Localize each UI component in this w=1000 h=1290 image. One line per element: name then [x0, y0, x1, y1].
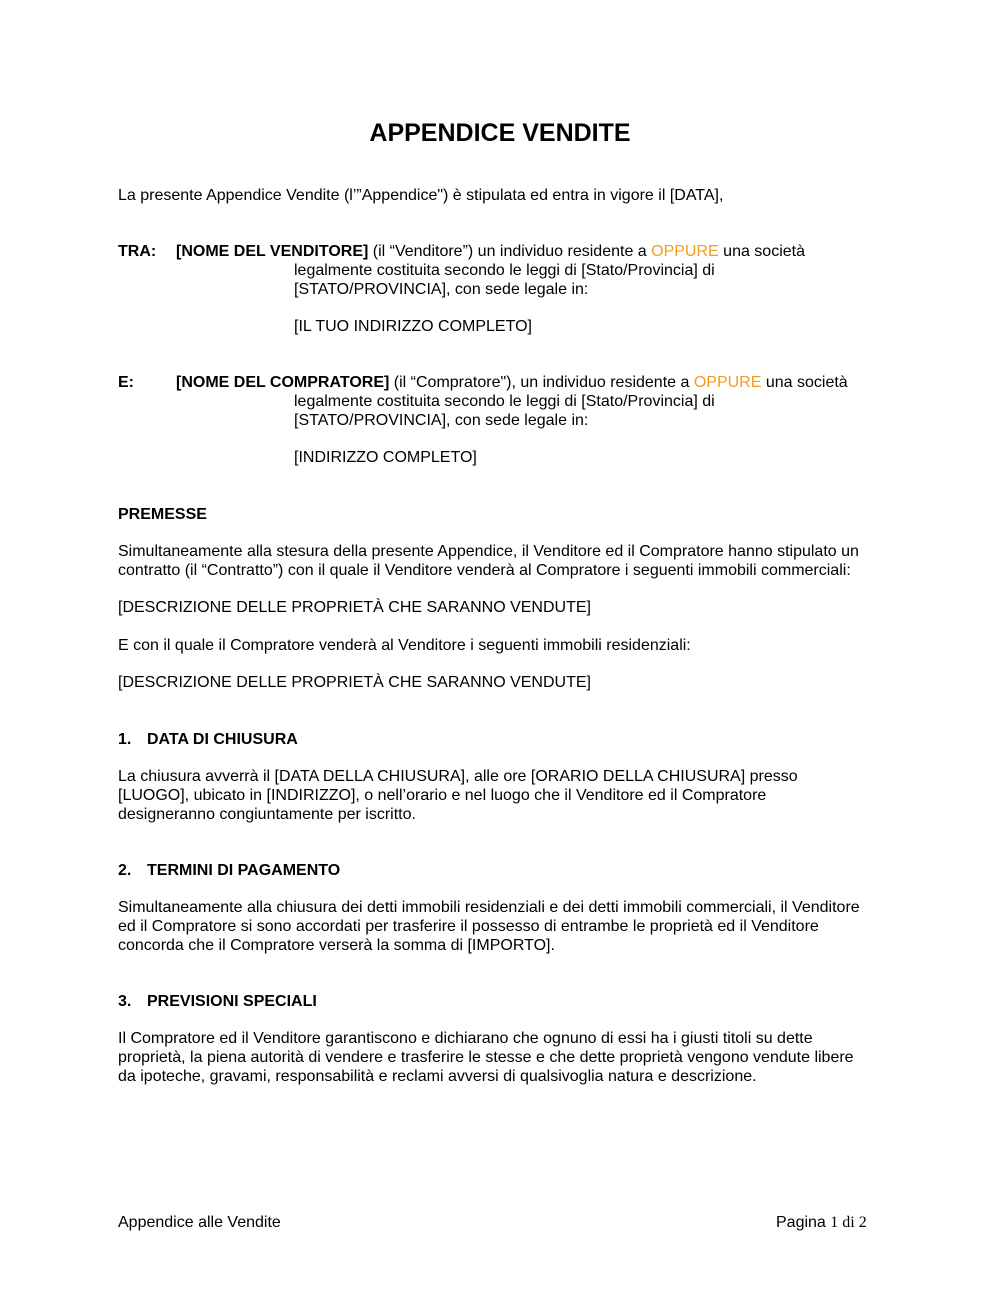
- buyer-address: [INDIRIZZO COMPLETO]: [294, 449, 477, 466]
- section-title: TERMINI DI PAGAMENTO: [147, 862, 341, 879]
- buyer-line-3: [STATO/PROVINCIA], con sede legale in:: [294, 412, 589, 429]
- section-heading-special-provisions: [118, 992, 317, 1011]
- buyer-oppure: OPPURE: [693, 374, 762, 391]
- page-of: di: [838, 1214, 859, 1231]
- section-1-line-2: [LUOGO], ubicato in [INDIRIZZO], o nell’orario e nel luogo che il Venditore ed il Compratore: [118, 787, 767, 804]
- seller-line-2: legalmente costituita secondo le leggi di [Stato/Provincia] di: [294, 262, 715, 279]
- buyer-name: [NOME DEL COMPRATORE]: [176, 374, 390, 391]
- buyer-role-text: (il “Compratore"), un individuo residente a: [389, 374, 694, 391]
- section-1-line-3: designeranno congiuntamente per iscritto.: [118, 806, 416, 823]
- section-number: 2.: [118, 862, 132, 879]
- buyer-after-oppure: una società: [761, 374, 848, 391]
- buyer-label: E:: [118, 374, 134, 391]
- section-heading-payment-terms: [118, 861, 340, 880]
- seller-first-line: [176, 242, 805, 261]
- seller-after-oppure: una società: [718, 243, 805, 260]
- premesse-line-1: Simultaneamente alla stesura della presente Appendice, il Venditore ed il Compratore hanno stipulato un: [118, 543, 859, 560]
- buyer-line-2: legalmente costituita secondo le leggi di [Stato/Provincia] di: [294, 393, 715, 410]
- section-3-line-1: Il Compratore ed il Venditore garantiscono e dichiarano che ognuno di essi ha i giusti titoli su dette: [118, 1030, 813, 1047]
- property-description-2: [DESCRIZIONE DELLE PROPRIETÀ CHE SARANNO VENDUTE]: [118, 674, 591, 691]
- seller-name: [NOME DEL VENDITORE]: [176, 243, 369, 260]
- intro-paragraph: La presente Appendice Vendite (l’”Appendice") è stipulata ed entra in vigore il [DATA],: [118, 187, 724, 204]
- section-2-line-2: ed il Compratore si sono accordati per trasferire il possesso di entrambe le proprietà ed il Venditore: [118, 918, 819, 935]
- footer-page-number: [776, 1213, 867, 1232]
- current-page: 1: [830, 1214, 839, 1231]
- section-heading-closing-date: [118, 730, 298, 749]
- section-2-line-3: concorda che il Compratore verserà la somma di [IMPORTO].: [118, 937, 555, 954]
- section-title: DATA DI CHIUSURA: [147, 731, 298, 748]
- section-3-line-2: proprietà, la piena autorità di vendere e trasferire le stesse e che dette proprietà vengono vendute libere: [118, 1049, 854, 1066]
- footer-document-name: Appendice alle Vendite: [118, 1214, 281, 1231]
- section-2-line-1: Simultaneamente alla chiusura dei detti immobili residenziali e dei detti immobili commerciali, il Venditore: [118, 899, 860, 916]
- section-number: 1.: [118, 731, 132, 748]
- seller-line-3: [STATO/PROVINCIA], con sede legale in:: [294, 281, 589, 298]
- seller-oppure: OPPURE: [651, 243, 719, 260]
- buyer-first-line: [176, 373, 848, 392]
- premesse-heading: PREMESSE: [118, 506, 207, 523]
- section-1-line-1: La chiusura avverrà il [DATA DELLA CHIUSURA], alle ore [ORARIO DELLA CHIUSURA] presso: [118, 768, 798, 785]
- document-title: APPENDICE VENDITE: [369, 119, 631, 147]
- premesse-line-2: contratto (il “Contratto”) con il quale il Venditore venderà al Compratore i seguenti immobili commerciali:: [118, 562, 851, 579]
- section-number: 3.: [118, 993, 132, 1010]
- seller-address: [IL TUO INDIRIZZO COMPLETO]: [294, 318, 532, 335]
- seller-role-text: (il “Venditore”) un individuo residente a: [368, 243, 652, 260]
- section-3-line-3: da ipoteche, gravami, responsabilità e reclami avversi di qualsivoglia natura e descrizione.: [118, 1068, 757, 1085]
- total-pages: 2: [858, 1214, 867, 1231]
- property-description-1: [DESCRIZIONE DELLE PROPRIETÀ CHE SARANNO VENDUTE]: [118, 599, 591, 616]
- page-label: Pagina: [776, 1214, 831, 1231]
- premesse-paragraph-2: E con il quale il Compratore venderà al Venditore i seguenti immobili residenziali:: [118, 637, 691, 654]
- seller-label: TRA:: [118, 243, 157, 260]
- section-title: PREVISIONI SPECIALI: [147, 993, 317, 1010]
